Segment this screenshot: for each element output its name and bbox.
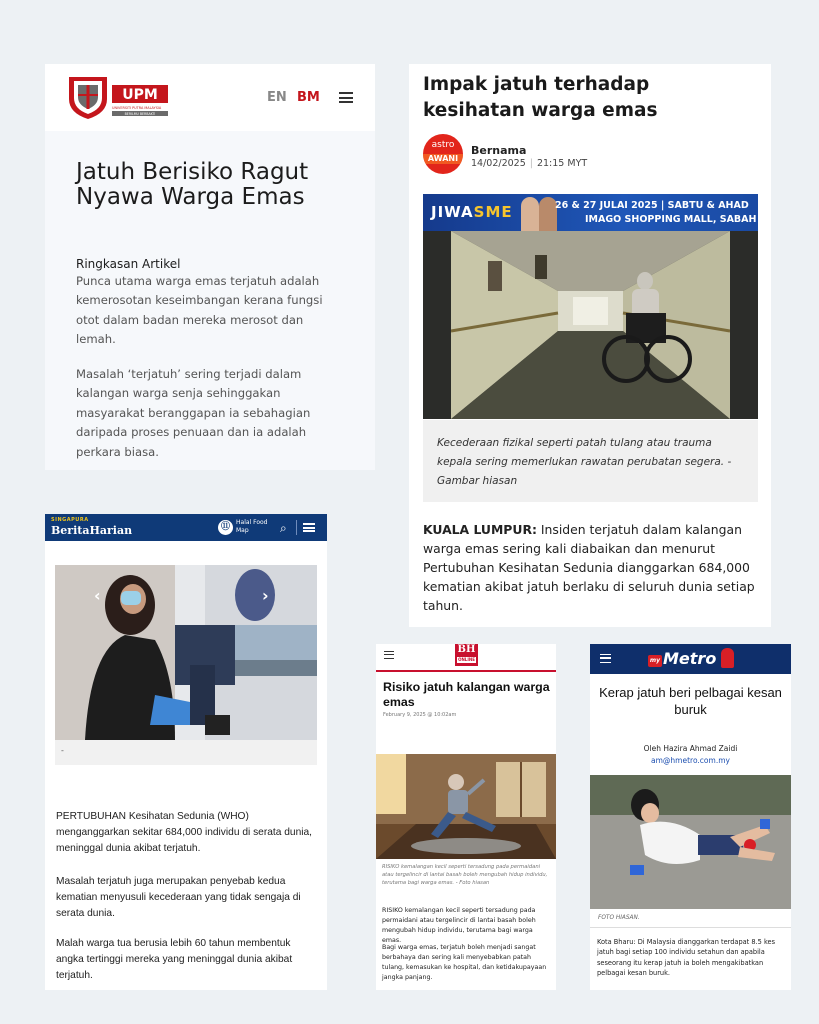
beritaharian-header <box>45 514 327 541</box>
upm-paragraph-2: Masalah ‘terjatuh’ sering terjadi dalam kalangan warga senja sehinggakan masyarakat beranggapan ia sebahagian daripada proses penuaan dan ia adalah perkara biasa. <box>76 367 311 459</box>
header-divider <box>376 670 556 672</box>
harian-metro-article-card <box>590 644 791 990</box>
dateline: KUALA LUMPUR: <box>423 522 537 537</box>
bh-paragraph-3: Malah warga tua berusia lebih 60 tahun membentuk angka tertinggi mereka yang meninggal dunia akibat terjatuh. <box>56 938 293 982</box>
hamburger-menu-icon[interactable] <box>303 523 315 532</box>
article-time: 21:15 MYT <box>536 158 588 169</box>
berita-harian-article-card <box>45 514 327 990</box>
article-author[interactable]: Bernama <box>471 144 527 157</box>
bho-article-title: Risiko jatuh kalangan warga emas <box>383 680 550 709</box>
article-date: 14/02/2025 <box>471 158 526 169</box>
upm-logo-motto: BERILMU BERBAKTI <box>124 112 156 116</box>
gallery-prev-icon[interactable]: ‹ <box>94 586 101 605</box>
bh-online-article-card <box>376 644 556 990</box>
metro-paragraph-1: Kota Bharu: Di Malaysia dianggarkan terdapat 8.5 kes jatuh bagi setiap 100 individu setahun dan apabila seseorang itu kerap jatuh ia boleh mengakibatkan pelbagai kesan buruk. <box>597 938 776 978</box>
summary-heading: Ringkasan Artikel <box>76 257 181 271</box>
child-fall-photo <box>590 775 791 909</box>
gallery-caption-box <box>55 740 317 765</box>
bho-article-date: February 9, 2025 @ 10:02am <box>383 712 457 718</box>
author-byline: Oleh Hazira Ahmad Zaidi <box>643 744 738 753</box>
beritaharian-logo[interactable]: BeritaHarian <box>51 524 133 537</box>
upm-article-title: Jatuh Berisiko Ragut Nyawa Warga Emas <box>76 159 309 210</box>
astro-badge-top: astro <box>431 140 455 150</box>
metro-logo[interactable]: Metro <box>663 649 717 668</box>
hamburger-menu-icon[interactable] <box>600 654 611 663</box>
bh-paragraph-1: PERTUBUHAN Kesihatan Sedunia (WHO) menganggarkan sekitar 684,000 individu di serata dunia, meninggal dunia akibat terjatuh. <box>56 811 312 855</box>
gallery-next-icon[interactable]: › <box>262 586 269 605</box>
hamburger-menu-icon[interactable] <box>384 651 394 659</box>
upm-paragraph-1: Punca utama warga emas terjatuh adalah kemerosotan keseimbangan kerana fungsi otot dalam badan mereka merosot dan lemah. <box>76 274 323 347</box>
astro-body-text: Insiden terjatuh dalam kalangan warga emas sering kali diabaikan dan menurut Pertubuhan Kesihatan Sedunia dianggarkan 684,000 kematian akibat jatuh berlaku di seluruh dunia setiap tahun. <box>423 522 755 613</box>
gallery-caption: - <box>61 746 64 755</box>
bh-paragraph-2: Masalah terjatuh juga merupakan penyebab kedua kematian menyusuli kecederaan yang tidak sengaja di serata dunia. <box>56 876 301 920</box>
divider <box>296 520 297 535</box>
bh-logo-top: BH <box>457 644 476 655</box>
upm-logo-text: UPM <box>122 87 158 103</box>
caption-divider <box>590 927 791 928</box>
bho-paragraph-2: Bagi warga emas, terjatuh boleh menjadi sangat berbahaya dan sering kali menyebabkan patah tulang, kemasukan ke hospital, dan ketidakupayaan jangka panjang. <box>382 944 547 981</box>
astro-article-title: Impak jatuh terhadap kesihatan warga emas <box>423 74 658 121</box>
upm-logo-subtitle: UNIVERSITI PUTRA MALAYSIA <box>112 106 162 110</box>
bh-online-logo[interactable] <box>455 644 478 666</box>
photo-caption: Kecederaan fizikal seperti patah tulang atau trauma kepala sering memerlukan rawatan perubatan segera. - Gambar hiasan <box>437 437 732 487</box>
metro-article-title: Kerap jatuh beri pelbagai kesan buruk <box>599 685 782 717</box>
banner-venue-text: IMAGO SHOPPING MALL, SABAH <box>585 214 757 225</box>
upm-logo[interactable] <box>67 73 172 121</box>
bho-photo-caption: RISIKO kemalangan kecil seperti tersadung pada permaidani atau tergelincir di lantai basah boleh mengubah hidup individu, terutama bagi warga emas. - Foto hiasan <box>382 864 548 886</box>
upm-article-card <box>45 64 375 470</box>
photo-caption-box <box>423 420 758 502</box>
metro-photo-caption: FOTO HIASAN. <box>598 915 640 921</box>
hamburger-menu-icon[interactable] <box>339 92 353 103</box>
banner-date-text: 26 & 27 JULAI 2025 | SABTU & AHAD <box>555 200 749 211</box>
halal-food-map-link[interactable]: Halal Food Map <box>236 519 268 534</box>
metro-logo-prefix[interactable]: my <box>648 655 662 667</box>
halal-food-map-icon[interactable]: ⑪ <box>218 520 233 535</box>
article-meta <box>471 158 587 169</box>
author-email-link[interactable]: am@hmetro.com.my <box>651 756 730 765</box>
bh-logo-bottom: ONLINE <box>458 657 475 662</box>
search-icon[interactable]: ⌕ <box>280 521 287 535</box>
brand-region: SINGAPURA <box>51 517 89 523</box>
metro-mascot-icon <box>721 648 734 668</box>
banner-brand: JIWASME <box>431 203 513 221</box>
astro-badge-bottom: AWANI <box>423 154 463 164</box>
lang-bm-link[interactable]: BM <box>297 90 320 105</box>
elderly-fall-illustration <box>376 754 556 859</box>
upm-header <box>45 64 375 131</box>
bho-paragraph-1: RISIKO kemalangan kecil seperti tersadung pada permaidani atau tergelincir di lantai basah boleh mengubah hidup individu, terutama bagi warga emas. <box>382 907 536 944</box>
lang-en-link[interactable]: EN <box>267 90 287 105</box>
metro-header <box>590 644 791 674</box>
astro-awani-logo[interactable] <box>423 134 463 174</box>
jiwa-sme-ad-banner[interactable] <box>423 194 758 231</box>
astro-article-body <box>423 520 758 615</box>
hallway-wheelchair-photo <box>423 231 758 419</box>
banner-person-image <box>521 197 539 231</box>
astro-awani-article-card <box>409 64 771 627</box>
meta-separator: | <box>529 158 533 169</box>
